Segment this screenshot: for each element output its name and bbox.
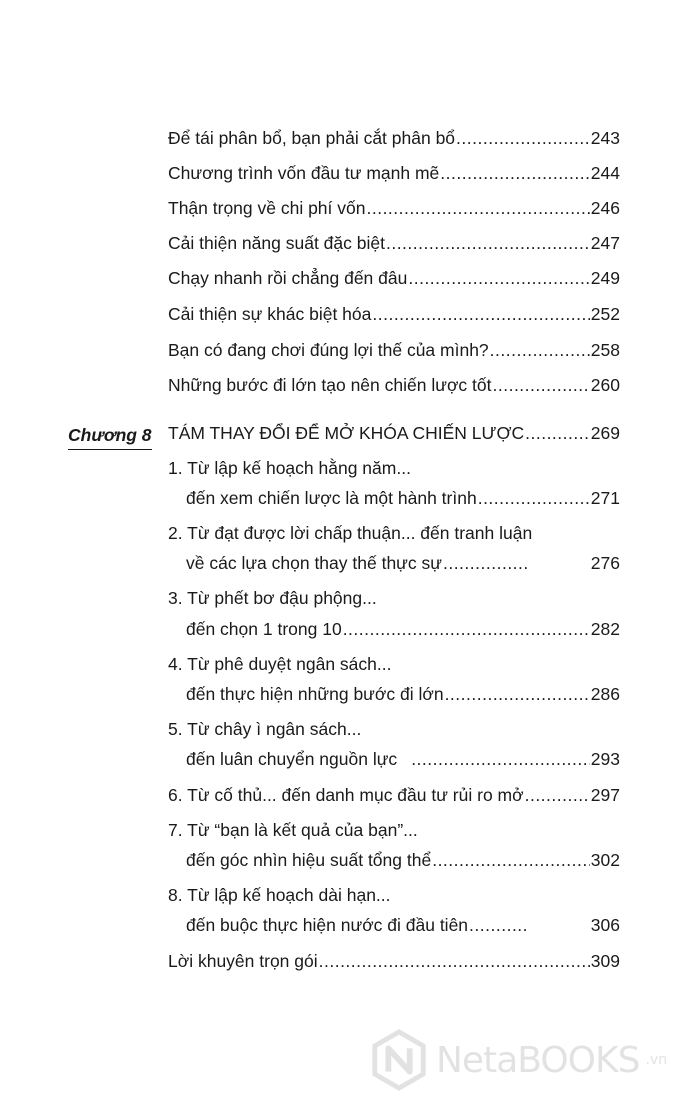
toc-entry-page: 249 — [590, 268, 620, 288]
toc-entry — [168, 373, 620, 397]
dot-leader — [443, 551, 529, 575]
toc-entry-title: Những bước đi lớn tạo nên chiến lược tốt — [168, 375, 492, 395]
dot-leader — [525, 421, 590, 445]
neta-logo-icon — [368, 1029, 430, 1091]
dot-leader — [372, 302, 589, 326]
toc-item-line1: 5. Từ chây ì ngân sách... — [168, 719, 362, 739]
toc-entry-page: 260 — [590, 375, 620, 395]
toc-entry — [168, 338, 620, 362]
toc-item-page: 282 — [590, 619, 620, 639]
toc-entry-title: Để tái phân bổ, bạn phải cắt phân bổ — [168, 128, 456, 148]
toc-entry-page: 246 — [590, 198, 620, 218]
toc-entry — [168, 302, 620, 326]
toc-entry-title: Lời khuyên trọn gói — [168, 951, 318, 971]
toc-entry-page: 244 — [590, 163, 620, 183]
toc-item-line2: đến góc nhìn hiệu suất tổng thể — [186, 850, 432, 870]
toc-item — [186, 682, 620, 706]
dot-leader — [366, 196, 589, 220]
dot-leader — [456, 126, 590, 150]
dot-leader — [319, 949, 590, 973]
toc-entry-title: Thận trọng về chi phí vốn — [168, 198, 366, 218]
dot-leader — [490, 338, 590, 362]
toc-item — [186, 486, 620, 510]
dot-leader — [408, 266, 589, 290]
toc-item-page: 297 — [590, 785, 620, 805]
dot-leader — [478, 486, 590, 510]
dot-leader — [432, 848, 590, 872]
toc-entry-page: 258 — [590, 340, 620, 360]
toc-item-line2: đến chọn 1 trong 10 — [186, 619, 342, 639]
chapter-title: TÁM THAY ĐỔI ĐỂ MỞ KHÓA CHIẾN LƯỢC — [168, 423, 525, 443]
toc-entry-title: Bạn có đang chơi đúng lợi thế của mình? — [168, 340, 489, 360]
toc-item-page: 276 — [590, 553, 620, 573]
toc-item-page: 302 — [590, 850, 620, 870]
dot-leader — [411, 747, 590, 771]
dot-leader — [440, 161, 590, 185]
dot-leader — [525, 783, 590, 807]
toc-item-page: 293 — [590, 749, 620, 769]
dot-leader — [343, 617, 590, 641]
toc-entry — [168, 161, 620, 185]
toc-entry-title: Chạy nhanh rồi chẳng đến đâu — [168, 268, 408, 288]
toc-item — [186, 617, 620, 641]
chapter-page: 269 — [590, 423, 620, 443]
dot-leader — [445, 682, 590, 706]
watermark-brand: NetaBOOKS — [436, 1039, 640, 1081]
toc-entry-page: 252 — [590, 304, 620, 324]
toc-entry — [168, 126, 620, 150]
toc-item — [186, 913, 620, 937]
toc-entry — [168, 196, 620, 220]
toc-entry — [168, 949, 620, 973]
toc-item-line2: đến buộc thực hiện nước đi đầu tiên — [186, 915, 469, 935]
toc-entry-page: 247 — [590, 233, 620, 253]
toc-item — [168, 783, 620, 807]
chapter-label: Chương 8 — [68, 423, 152, 450]
toc-item — [186, 848, 620, 872]
toc-item-line2: đến luân chuyển nguồn lực — [186, 749, 398, 769]
toc-item-line1: 2. Từ đạt được lời chấp thuận... đến tranh luận — [168, 523, 533, 543]
toc-item-line1: 8. Từ lập kế hoạch dài hạn... — [168, 885, 391, 905]
dot-leader — [493, 373, 590, 397]
toc-item — [186, 551, 620, 575]
toc-entry-title: Cải thiện năng suất đặc biệt — [168, 233, 385, 253]
toc-item-line2: đến xem chiến lược là một hành trình — [186, 488, 477, 508]
watermark-suffix: .vn — [645, 1052, 668, 1068]
toc-item-line1: 4. Từ phê duyệt ngân sách... — [168, 654, 392, 674]
dot-leader — [469, 913, 527, 937]
toc-item-page: 271 — [590, 488, 620, 508]
toc-item-line1: 7. Từ “bạn là kết quả của bạn”... — [168, 820, 418, 840]
toc-item-line1: 6. Từ cố thủ... đến danh mục đầu tư rủi ro mở — [168, 785, 524, 805]
toc-entry-title: Cải thiện sự khác biệt hóa — [168, 304, 372, 324]
toc-entry — [168, 231, 620, 255]
toc-item-line1: 3. Từ phết bơ đậu phộng... — [168, 588, 377, 608]
chapter-heading — [168, 421, 620, 445]
toc-item-line1: 1. Từ lập kế hoạch hằng năm... — [168, 458, 411, 478]
toc-entry-page: 243 — [590, 128, 620, 148]
toc-item-line2: đến thực hiện những bước đi lớn — [186, 684, 444, 704]
toc-entry-title: Chương trình vốn đầu tư mạnh mẽ — [168, 163, 440, 183]
toc-entry-page: 309 — [590, 951, 620, 971]
toc-item-page: 286 — [590, 684, 620, 704]
toc-item-line2: về các lựa chọn thay thế thực sự — [186, 553, 442, 573]
toc-item-page: 306 — [590, 915, 620, 935]
toc-item — [186, 747, 620, 771]
watermark — [368, 1020, 698, 1100]
toc-entry — [168, 266, 620, 290]
dot-leader — [386, 231, 590, 255]
